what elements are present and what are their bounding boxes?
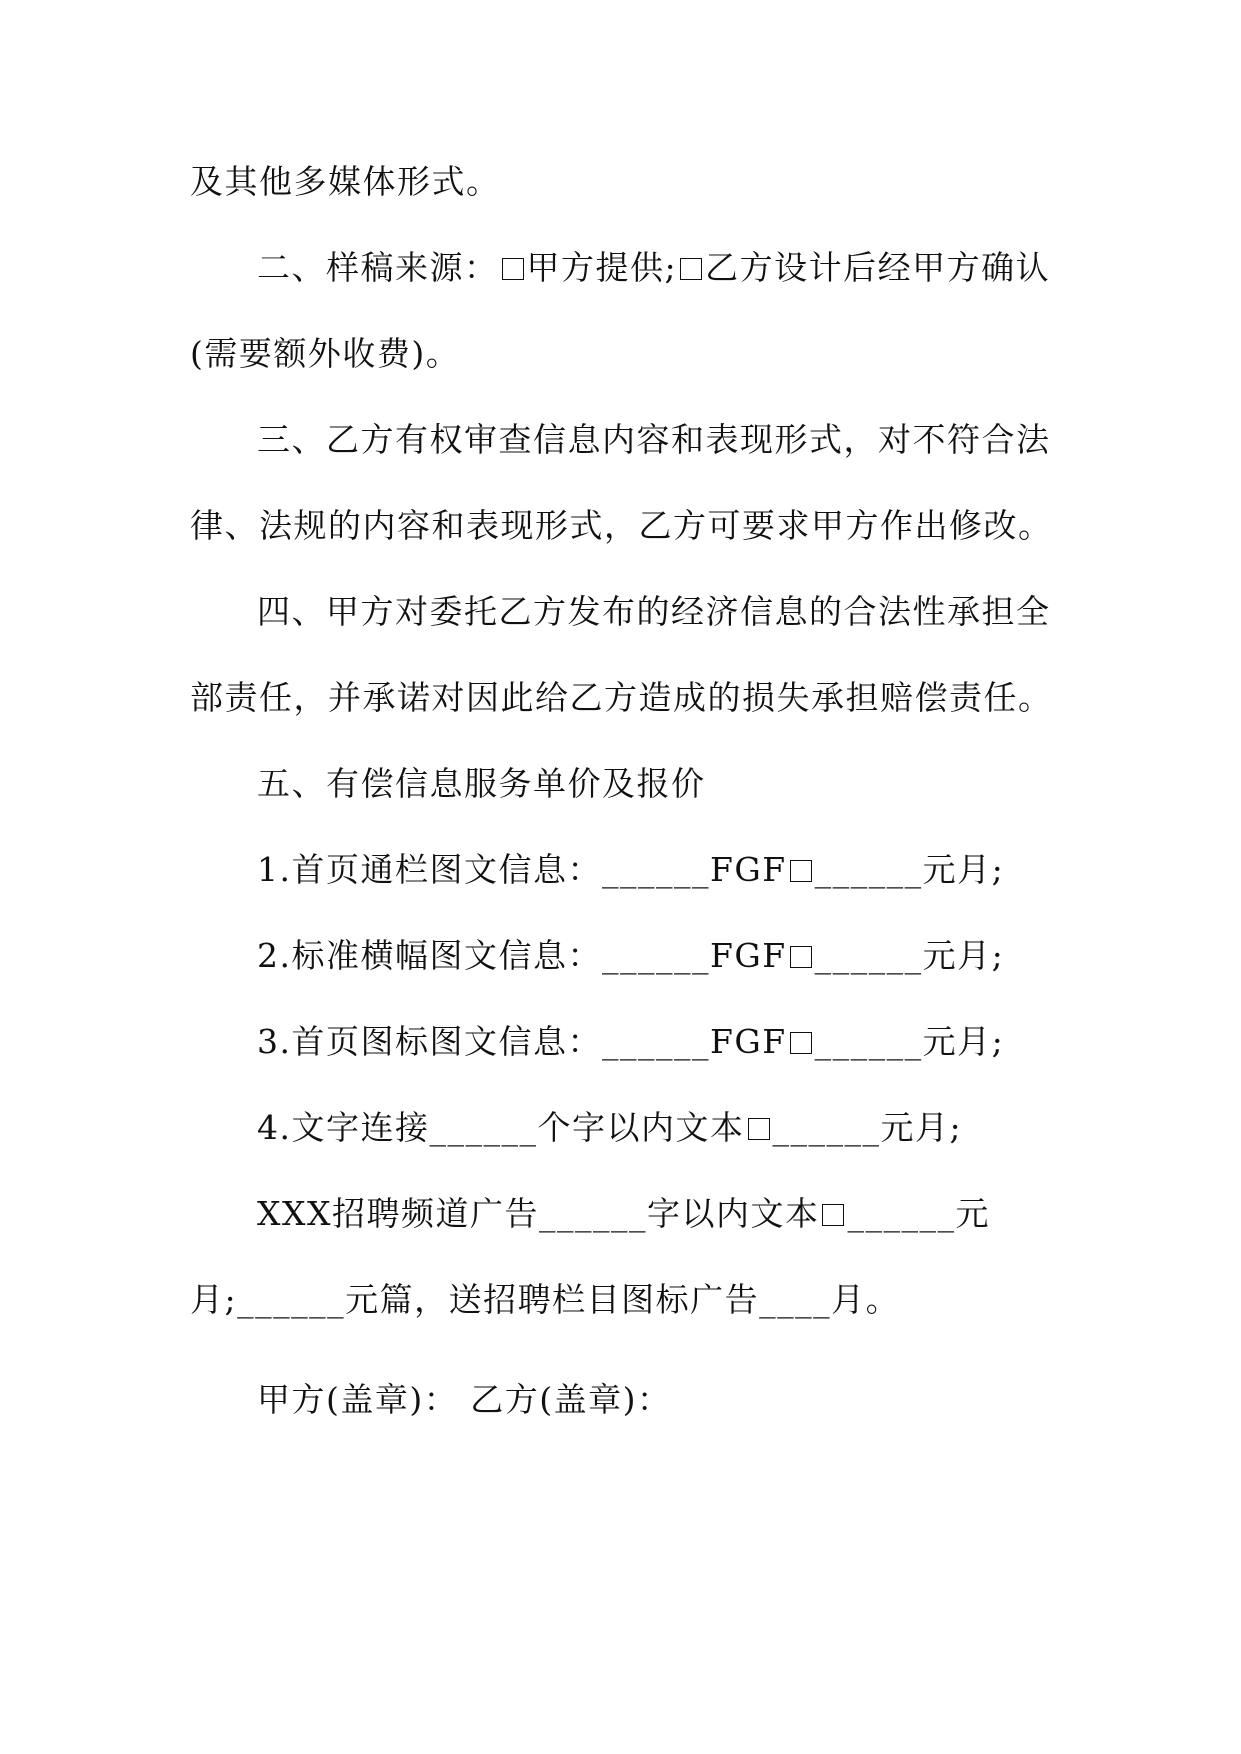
price-item-label: 4.文字连接______个字以内文本 [257,1108,745,1147]
option-party-b: 乙方设计后经甲方确认 [705,248,1051,287]
checkbox[interactable] [502,258,524,280]
clause-2-line-2 [190,334,1060,374]
price-item-2 [257,936,1057,976]
checkbox[interactable] [680,258,702,280]
line-text: 三、乙方有权审查信息内容和表现形式，对不符合法 [257,420,1051,459]
checkbox [822,1204,844,1226]
clause-3-line-2 [190,506,1060,546]
price-item-4 [257,1108,1057,1148]
line-text: 部责任，并承诺对因此给乙方造成的损失承担赔偿责任。 [190,678,1053,717]
price-item-value: ______元月; [814,850,1005,889]
price-item-value: ______元月; [814,936,1005,975]
line-text: 律、法规的内容和表现形式，乙方可要求甲方作出修改。 [190,506,1053,545]
line-text: 月;______元篇，送招聘栏目图标广告____月。 [190,1280,901,1319]
checkbox [748,1118,770,1140]
clause-3-line-1 [257,420,1057,460]
price-item-label: 3.首页图标图文信息：______FGF [257,1022,787,1061]
clause-4-line-2 [190,678,1060,718]
price-item-label: XXX招聘频道广告______字以内文本 [257,1194,820,1233]
checkbox [790,1032,812,1054]
price-item-label: 1.首页通栏图文信息：______FGF [257,850,787,889]
clause-5-heading [257,764,1057,804]
checkbox [790,946,812,968]
price-item-value: ______元月; [814,1022,1005,1061]
paragraph-line [190,162,1060,202]
line-text: 五、有偿信息服务单价及报价 [257,764,706,803]
price-item-1 [257,850,1057,890]
price-item-value: ______元 [847,1194,990,1233]
price-item-3 [257,1022,1057,1062]
recruitment-line-2 [190,1280,1060,1320]
checkbox [790,860,812,882]
price-item-label: 2.标准横幅图文信息：______FGF [257,936,787,975]
recruitment-line-1 [257,1194,1057,1234]
signature-line [257,1380,1057,1420]
line-text: (需要额外收费)。 [190,334,461,373]
clause-2-line-1 [257,248,1057,288]
clause-2-label: 二、样稿来源： [257,248,499,287]
line-text: 及其他多媒体形式。 [190,162,501,201]
line-text: 四、甲方对委托乙方发布的经济信息的合法性承担全 [257,592,1051,631]
option-party-a: 甲方提供; [526,248,678,287]
signature-labels: 甲方(盖章)： 乙方(盖章)： [257,1380,672,1419]
price-item-value: ______元月; [772,1108,963,1147]
clause-4-line-1 [257,592,1057,632]
